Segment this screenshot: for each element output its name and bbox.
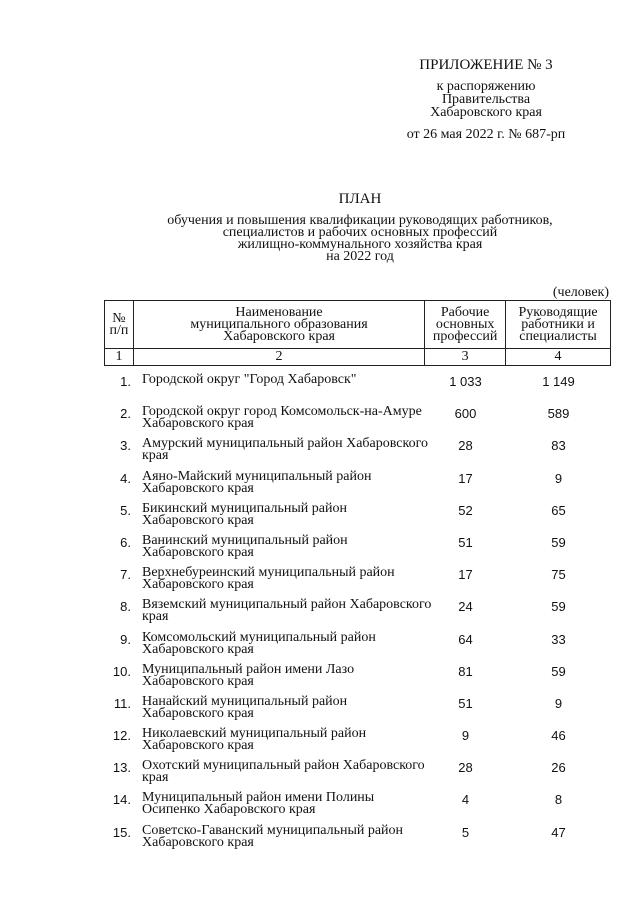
row-managers: 59 — [551, 534, 566, 550]
row-managers: 59 — [551, 663, 566, 679]
row-name: Муниципальный район имени Полины Осипенко Хабаровского края — [142, 790, 375, 818]
title-line: специалистов и рабочих основных профессий — [222, 225, 498, 240]
row-managers: 59 — [551, 599, 566, 615]
header-text: № — [112, 310, 126, 326]
header-text: Рабочие — [440, 304, 490, 320]
row-managers: 46 — [551, 728, 566, 744]
table-row — [104, 469, 611, 501]
row-name: Нанайский муниципальный район Хабаровского края — [142, 693, 348, 721]
row-number: 15. — [112, 824, 131, 840]
header-name — [133, 301, 424, 349]
row-name: Амурский муниципальный район Хабаровского края — [142, 436, 428, 464]
row-name: Советско-Гаванский муниципальный район Хабаровского края — [142, 822, 404, 850]
row-number: 12. — [112, 728, 131, 744]
row-name: Городской округ "Город Хабаровск" — [142, 372, 357, 387]
row-name: Верхнебуреинский муниципальный район Хабаровского края — [142, 565, 395, 593]
row-workers: 600 — [454, 406, 477, 422]
row-number: 2. — [120, 406, 131, 422]
row-name: Бикинский муниципальный район Хабаровского края — [142, 500, 347, 528]
row-number: 14. — [112, 792, 131, 808]
row-name: Вяземский муниципальный район Хабаровского края — [142, 597, 432, 625]
title-line: обучения и повышения квалификации руководящих работников, — [167, 213, 553, 228]
table-header — [104, 300, 611, 366]
header-text: работники и — [521, 316, 595, 332]
row-workers: 51 — [458, 695, 473, 711]
row-name: Ванинский муниципальный район Хабаровского края — [142, 532, 348, 560]
row-workers: 5 — [461, 824, 470, 840]
row-name: Городской округ город Комсомольск-на-Амуре Хабаровского края — [142, 404, 422, 432]
column-number: 2 — [133, 349, 424, 366]
row-managers: 47 — [551, 824, 566, 840]
row-name: Николаевский муниципальный район Хабаровского края — [142, 726, 367, 754]
column-number: 4 — [506, 349, 611, 366]
title-heading: ПЛАН — [338, 191, 382, 207]
row-workers: 1 033 — [449, 374, 482, 389]
table-row — [104, 694, 611, 726]
document-title — [110, 193, 610, 263]
row-number: 13. — [112, 760, 131, 776]
table-row — [104, 597, 611, 629]
table-row — [104, 436, 611, 468]
row-number: 5. — [120, 502, 131, 518]
header-managers — [506, 301, 611, 349]
row-workers: 17 — [458, 470, 473, 486]
row-number: 9. — [120, 631, 131, 647]
table-row — [104, 823, 611, 855]
row-workers: 4 — [461, 792, 470, 808]
header-workers — [425, 301, 506, 349]
table-row — [104, 533, 611, 565]
row-managers: 8 — [554, 792, 563, 808]
row-name: Муниципальный район имени Лазо Хабаровского края — [142, 661, 355, 689]
table-row — [104, 790, 611, 822]
row-name: Аяно-Майский муниципальный район Хабаровского края — [142, 468, 372, 496]
table-row — [104, 726, 611, 758]
row-managers: 26 — [551, 760, 566, 776]
table-row — [104, 758, 611, 790]
row-number: 3. — [120, 438, 131, 454]
header-text: п/п — [109, 322, 129, 338]
header-text: Руководящие — [518, 304, 598, 320]
row-workers: 28 — [458, 760, 473, 776]
row-number: 4. — [120, 470, 131, 486]
row-managers: 589 — [547, 406, 570, 422]
row-workers: 17 — [458, 567, 473, 583]
row-name: Охотский муниципальный район Хабаровского края — [142, 758, 425, 786]
row-number: 1. — [120, 374, 131, 389]
table-row — [104, 630, 611, 662]
row-managers: 75 — [551, 567, 566, 583]
row-number: 10. — [112, 663, 131, 679]
row-managers: 83 — [551, 438, 566, 454]
column-number: 3 — [425, 349, 506, 366]
appendix-date: от 26 мая 2022 г. № 687-рп — [406, 127, 566, 142]
table-row — [104, 372, 611, 404]
column-number: 1 — [105, 349, 134, 366]
row-workers: 24 — [458, 599, 473, 615]
row-workers: 51 — [458, 534, 473, 550]
row-managers: 9 — [554, 695, 563, 711]
row-workers: 28 — [458, 438, 473, 454]
table-row — [104, 501, 611, 533]
appendix-line: Хабаровского края — [430, 105, 542, 120]
row-number: 8. — [120, 599, 131, 615]
row-number: 7. — [120, 567, 131, 583]
table-row — [104, 565, 611, 597]
table-body — [104, 372, 611, 855]
title-line: жилищно-коммунального хозяйства края — [237, 237, 483, 252]
row-name: Комсомольский муниципальный район Хабаровского края — [142, 629, 376, 657]
row-managers: 1 149 — [542, 374, 575, 389]
row-managers: 33 — [551, 631, 566, 647]
appendix-line: к распоряжению — [436, 79, 536, 94]
header-text: специалисты — [519, 328, 597, 344]
header-num — [105, 301, 134, 349]
header-text: Наименование — [235, 304, 323, 320]
header-text: основных — [435, 316, 495, 332]
header-text: профессий — [432, 328, 498, 344]
row-workers: 81 — [458, 663, 473, 679]
row-managers: 9 — [554, 470, 563, 486]
title-line: на 2022 год — [326, 249, 394, 264]
row-number: 11. — [113, 695, 131, 711]
unit-note: (человек) — [552, 285, 609, 300]
row-number: 6. — [120, 534, 131, 550]
table-row — [104, 404, 611, 436]
table-row — [104, 662, 611, 694]
header-text: Хабаровского края — [223, 328, 335, 344]
row-managers: 65 — [551, 502, 566, 518]
row-workers: 52 — [458, 502, 473, 518]
row-workers: 64 — [458, 631, 473, 647]
header-text: муниципального образования — [190, 316, 368, 332]
appendix-block — [376, 59, 596, 141]
appendix-heading: ПРИЛОЖЕНИЕ № 3 — [419, 57, 553, 73]
appendix-line: Правительства — [441, 92, 531, 107]
row-workers: 9 — [461, 728, 470, 744]
